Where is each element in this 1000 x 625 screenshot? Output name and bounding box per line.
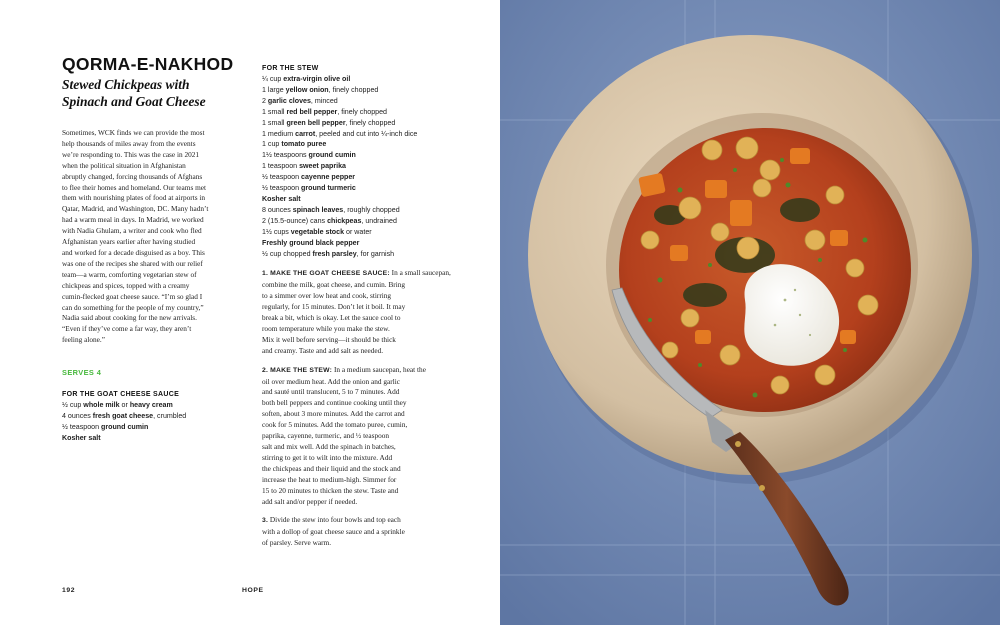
ingredient-line <box>262 227 448 238</box>
intro-line: help thousands of miles away from the events <box>62 138 196 148</box>
ingredient-name: spinach leaves <box>292 205 344 214</box>
ingredient-name: chickpeas <box>327 216 362 225</box>
goat-cheese-heading: FOR THE GOAT CHEESE SAUCE <box>62 391 180 399</box>
step-text: In a small saucepan, <box>389 268 451 278</box>
ingredient-quantity: , finely chopped <box>328 85 379 94</box>
ingredient-name: Freshly ground black pepper <box>262 238 360 247</box>
ingredient-line <box>262 216 448 227</box>
ingredient-line <box>62 411 242 422</box>
step-text: combine the milk, goat cheese, and cumin. Bring <box>262 280 406 290</box>
step-line <box>262 335 448 346</box>
step-line <box>262 497 448 508</box>
ingredient-line <box>262 161 448 172</box>
ingredient-name: heavy cream <box>129 401 173 410</box>
intro-line: Nadia said about cooking for the new arrivals. <box>62 313 197 323</box>
step-line <box>262 527 448 538</box>
ingredient-quantity: or water <box>344 227 372 236</box>
step-text: and creamy. Taste and add salt as needed. <box>262 345 384 355</box>
recipe-subtitle <box>62 76 242 110</box>
ingredient-quantity: 1½ teaspoons <box>262 151 309 160</box>
ingredient-line <box>262 172 448 183</box>
ingredient-line <box>262 129 448 140</box>
step-text: add salt and/or pepper if needed. <box>262 496 358 506</box>
ingredient-name: sweet paprika <box>299 162 346 171</box>
ingredient-quantity: ½ teaspoon <box>262 184 302 193</box>
handle-rivet <box>735 441 741 447</box>
step-text: Divide the stew into four bowls and top each <box>268 515 401 525</box>
goat-cheese-ingredients <box>62 400 242 444</box>
ingredient-name: garlic cloves <box>267 96 311 105</box>
step-line <box>262 313 448 324</box>
step-text: break a bit, which is okay. Let the sauce cool to <box>262 313 401 323</box>
intro-line: can do something for the people of my country,” <box>62 302 204 312</box>
intro-line: cumin-flecked goat cheese sauce. “I’m so glad I <box>62 291 203 301</box>
serves-label: SERVES 4 <box>62 368 102 378</box>
ingredient-line <box>62 433 242 444</box>
step-line <box>262 398 448 409</box>
ingredient-name: Kosher salt <box>262 194 301 203</box>
step-text: Mix it well before serving—it should be thick <box>262 334 396 344</box>
intro-line: Sometimes, WCK finds we can provide the most <box>62 128 205 137</box>
step-heading: 3. <box>262 517 269 525</box>
intro-line: “Even if they’ve come a far way, they aren’t <box>62 324 192 334</box>
step-text: regularly, for 15 minutes. Don’t let it boil. It may <box>262 302 406 312</box>
ingredient-quantity: 1 large <box>262 85 286 94</box>
step-text: both bell peppers and continue cooking until they <box>262 398 407 408</box>
step-line <box>262 377 448 388</box>
step-line <box>262 464 448 475</box>
intro-line: we’re responding to. This was the case in 2021 <box>62 149 200 159</box>
ingredient-line <box>62 422 242 433</box>
stew-bowl-photo <box>500 0 1000 625</box>
step-text: the chickpeas and their liquid and the stock and <box>262 463 401 473</box>
ingredient-line <box>262 118 448 129</box>
ingredient-quantity: ½ cup <box>62 401 84 410</box>
step-line <box>262 291 448 302</box>
food-photo <box>500 0 1000 625</box>
ingredient-line <box>262 85 448 96</box>
ingredient-name: ground cumin <box>308 151 356 160</box>
ingredient-quantity: 1 small <box>262 107 287 116</box>
step-line <box>262 346 448 357</box>
ingredient-line <box>262 107 448 118</box>
ingredient-quantity: ½ cup chopped <box>262 249 313 258</box>
step-text: with a dollop of goat cheese sauce and a sprinkle <box>262 527 405 537</box>
step-line <box>262 268 451 280</box>
ingredient-line <box>262 194 448 205</box>
ingredient-name: vegetable stock <box>290 227 345 236</box>
subtitle-line: Stewed Chickpeas with <box>62 77 190 92</box>
step-text: increase the heat to medium-high. Simmer for <box>262 474 397 484</box>
recipe-intro <box>62 128 242 346</box>
ingredient-name: whole milk <box>83 401 120 410</box>
left-column <box>62 54 242 444</box>
handle-rivet <box>759 485 765 491</box>
recipe-step <box>262 365 448 508</box>
ingredient-name: ground cumin <box>101 422 149 431</box>
ingredient-quantity: ½ teaspoon <box>262 173 302 182</box>
ingredient-quantity: 2 <box>262 96 268 105</box>
step-text: soften, about 3 more minutes. Add the carrot and <box>262 409 405 419</box>
step-text: room temperature while you make the stew. <box>262 323 390 333</box>
step-heading: 1. MAKE THE GOAT CHEESE SAUCE: <box>262 270 390 278</box>
step-text: salt and mix well. Add the spinach in batches, <box>262 442 396 451</box>
ingredient-quantity: , finely chopped <box>345 118 396 127</box>
ingredient-name: yellow onion <box>285 85 329 94</box>
ingredient-line <box>262 183 448 194</box>
step-line <box>262 280 448 291</box>
ingredient-name: fresh parsley <box>312 249 357 258</box>
ingredient-line <box>262 249 448 260</box>
ingredient-quantity: 1 cup <box>262 140 282 149</box>
step-text: and sauté until translucent, 5 to 7 minutes. Add <box>262 387 400 397</box>
ingredient-quantity: ½ teaspoon <box>62 422 102 431</box>
recipe-steps <box>262 268 451 549</box>
ingredient-name: carrot <box>295 129 316 138</box>
step-text: oil over medium heat. Add the onion and garlic <box>262 376 400 386</box>
subtitle-line: Spinach and Goat Cheese <box>62 94 206 109</box>
right-column <box>262 63 451 557</box>
intro-line: to flee their homes and homeland. Our teams met <box>62 182 207 192</box>
intro-line: chickpeas and spices, topped with a creamy <box>62 280 190 290</box>
step-line <box>262 538 448 549</box>
intro-line: Qatar, Madrid, and Washington, DC. Many hadn’t <box>62 204 209 214</box>
step-line <box>262 387 448 398</box>
ingredient-name: Kosher salt <box>62 433 101 442</box>
step-line <box>262 442 448 453</box>
intro-line: feeling alone.” <box>62 335 105 345</box>
ingredient-name: extra-virgin olive oil <box>283 75 351 83</box>
recipe-step <box>262 515 448 549</box>
intro-line: when the political situation in Afghanistan <box>62 160 186 170</box>
running-head: HOPE <box>242 587 264 594</box>
ingredient-quantity: , undrained <box>361 216 397 225</box>
recipe-step <box>262 268 451 356</box>
recipe-title: QORMA-E-NAKHOD <box>62 54 234 74</box>
ingredient-quantity: 1 small <box>262 118 287 127</box>
step-text: In a medium saucepan, heat the <box>332 364 426 374</box>
step-line <box>262 302 448 313</box>
step-text: to a simmer over low heat and cook, stirring <box>262 291 392 301</box>
intro-line: team—a warm, comforting vegetarian stew of <box>62 269 197 279</box>
ingredient-line <box>62 400 242 411</box>
ingredient-name: fresh goat cheese <box>92 412 154 421</box>
ingredient-name: red bell pepper <box>286 107 338 116</box>
ingredient-line <box>262 139 448 150</box>
ingredient-name: green bell pepper <box>286 118 346 127</box>
ingredient-line <box>262 74 448 85</box>
intro-line: with Nadia Ghulam, a writer and cook who fled <box>62 226 202 236</box>
ingredient-quantity: , peeled and cut into ¼-inch dice <box>315 129 418 138</box>
intro-line: them with nourishing plates of food at airports in <box>62 193 206 203</box>
step-text: stirring to get it to wilt into the mixture. Add <box>262 452 393 462</box>
step-line <box>262 324 448 335</box>
ingredient-name: tomato puree <box>281 140 327 149</box>
ingredient-quantity: , finely chopped <box>337 107 388 116</box>
stew-ingredients <box>262 74 448 259</box>
step-line <box>262 420 448 431</box>
ingredient-name: cayenne pepper <box>301 173 356 182</box>
step-line <box>262 453 448 464</box>
ingredient-quantity: 1½ cups <box>262 227 291 236</box>
step-text: of parsley. Serve warm. <box>262 538 332 548</box>
stew-heading: FOR THE STEW <box>262 65 319 72</box>
ingredient-quantity: 1 medium <box>262 129 296 138</box>
intro-line: Afghanistan years earlier after having studied <box>62 237 196 247</box>
ingredient-quantity: 4 ounces <box>62 412 93 421</box>
ingredient-line <box>262 205 448 216</box>
intro-line: abruptly changed, forcing thousands of Afghans <box>62 171 203 181</box>
step-text: 15 to 20 minutes to thicken the stew. Taste and <box>262 485 399 495</box>
intro-line: and worked for a decade disguised as a boy. This <box>62 247 205 257</box>
ingredient-quantity: , crumbled <box>153 412 187 421</box>
step-line <box>262 431 448 442</box>
step-heading: 2. MAKE THE STEW: <box>262 366 333 374</box>
step-line <box>262 409 448 420</box>
ingredient-quantity: or <box>119 401 130 410</box>
intro-line: had a warm meal in days. In Madrid, we worked <box>62 215 204 225</box>
intro-line: was one of the recipes she shared with our relief <box>62 258 203 268</box>
ingredient-line <box>262 150 448 161</box>
step-line <box>262 365 448 377</box>
page-number: 192 <box>62 587 76 594</box>
ingredient-line <box>262 96 448 107</box>
step-line <box>262 486 448 497</box>
ingredient-quantity: , minced <box>310 96 338 105</box>
step-line <box>262 475 448 486</box>
ingredient-quantity: ¼ cup <box>262 75 284 83</box>
ingredient-quantity: , roughly chopped <box>343 205 400 214</box>
step-line <box>262 515 448 527</box>
ingredient-line <box>262 238 448 249</box>
ingredient-quantity: , for garnish <box>356 249 395 258</box>
ingredient-quantity: 2 (15.5-ounce) cans <box>262 216 328 225</box>
ingredient-quantity: 1 teaspoon <box>262 162 300 171</box>
step-text: paprika, cayenne, turmeric, and ½ teaspoon <box>262 431 390 441</box>
step-text: cook for 5 minutes. Add the tomato puree, cumin, <box>262 420 408 430</box>
ingredient-quantity: 8 ounces <box>262 205 293 214</box>
ingredient-name: ground turmeric <box>301 184 356 193</box>
